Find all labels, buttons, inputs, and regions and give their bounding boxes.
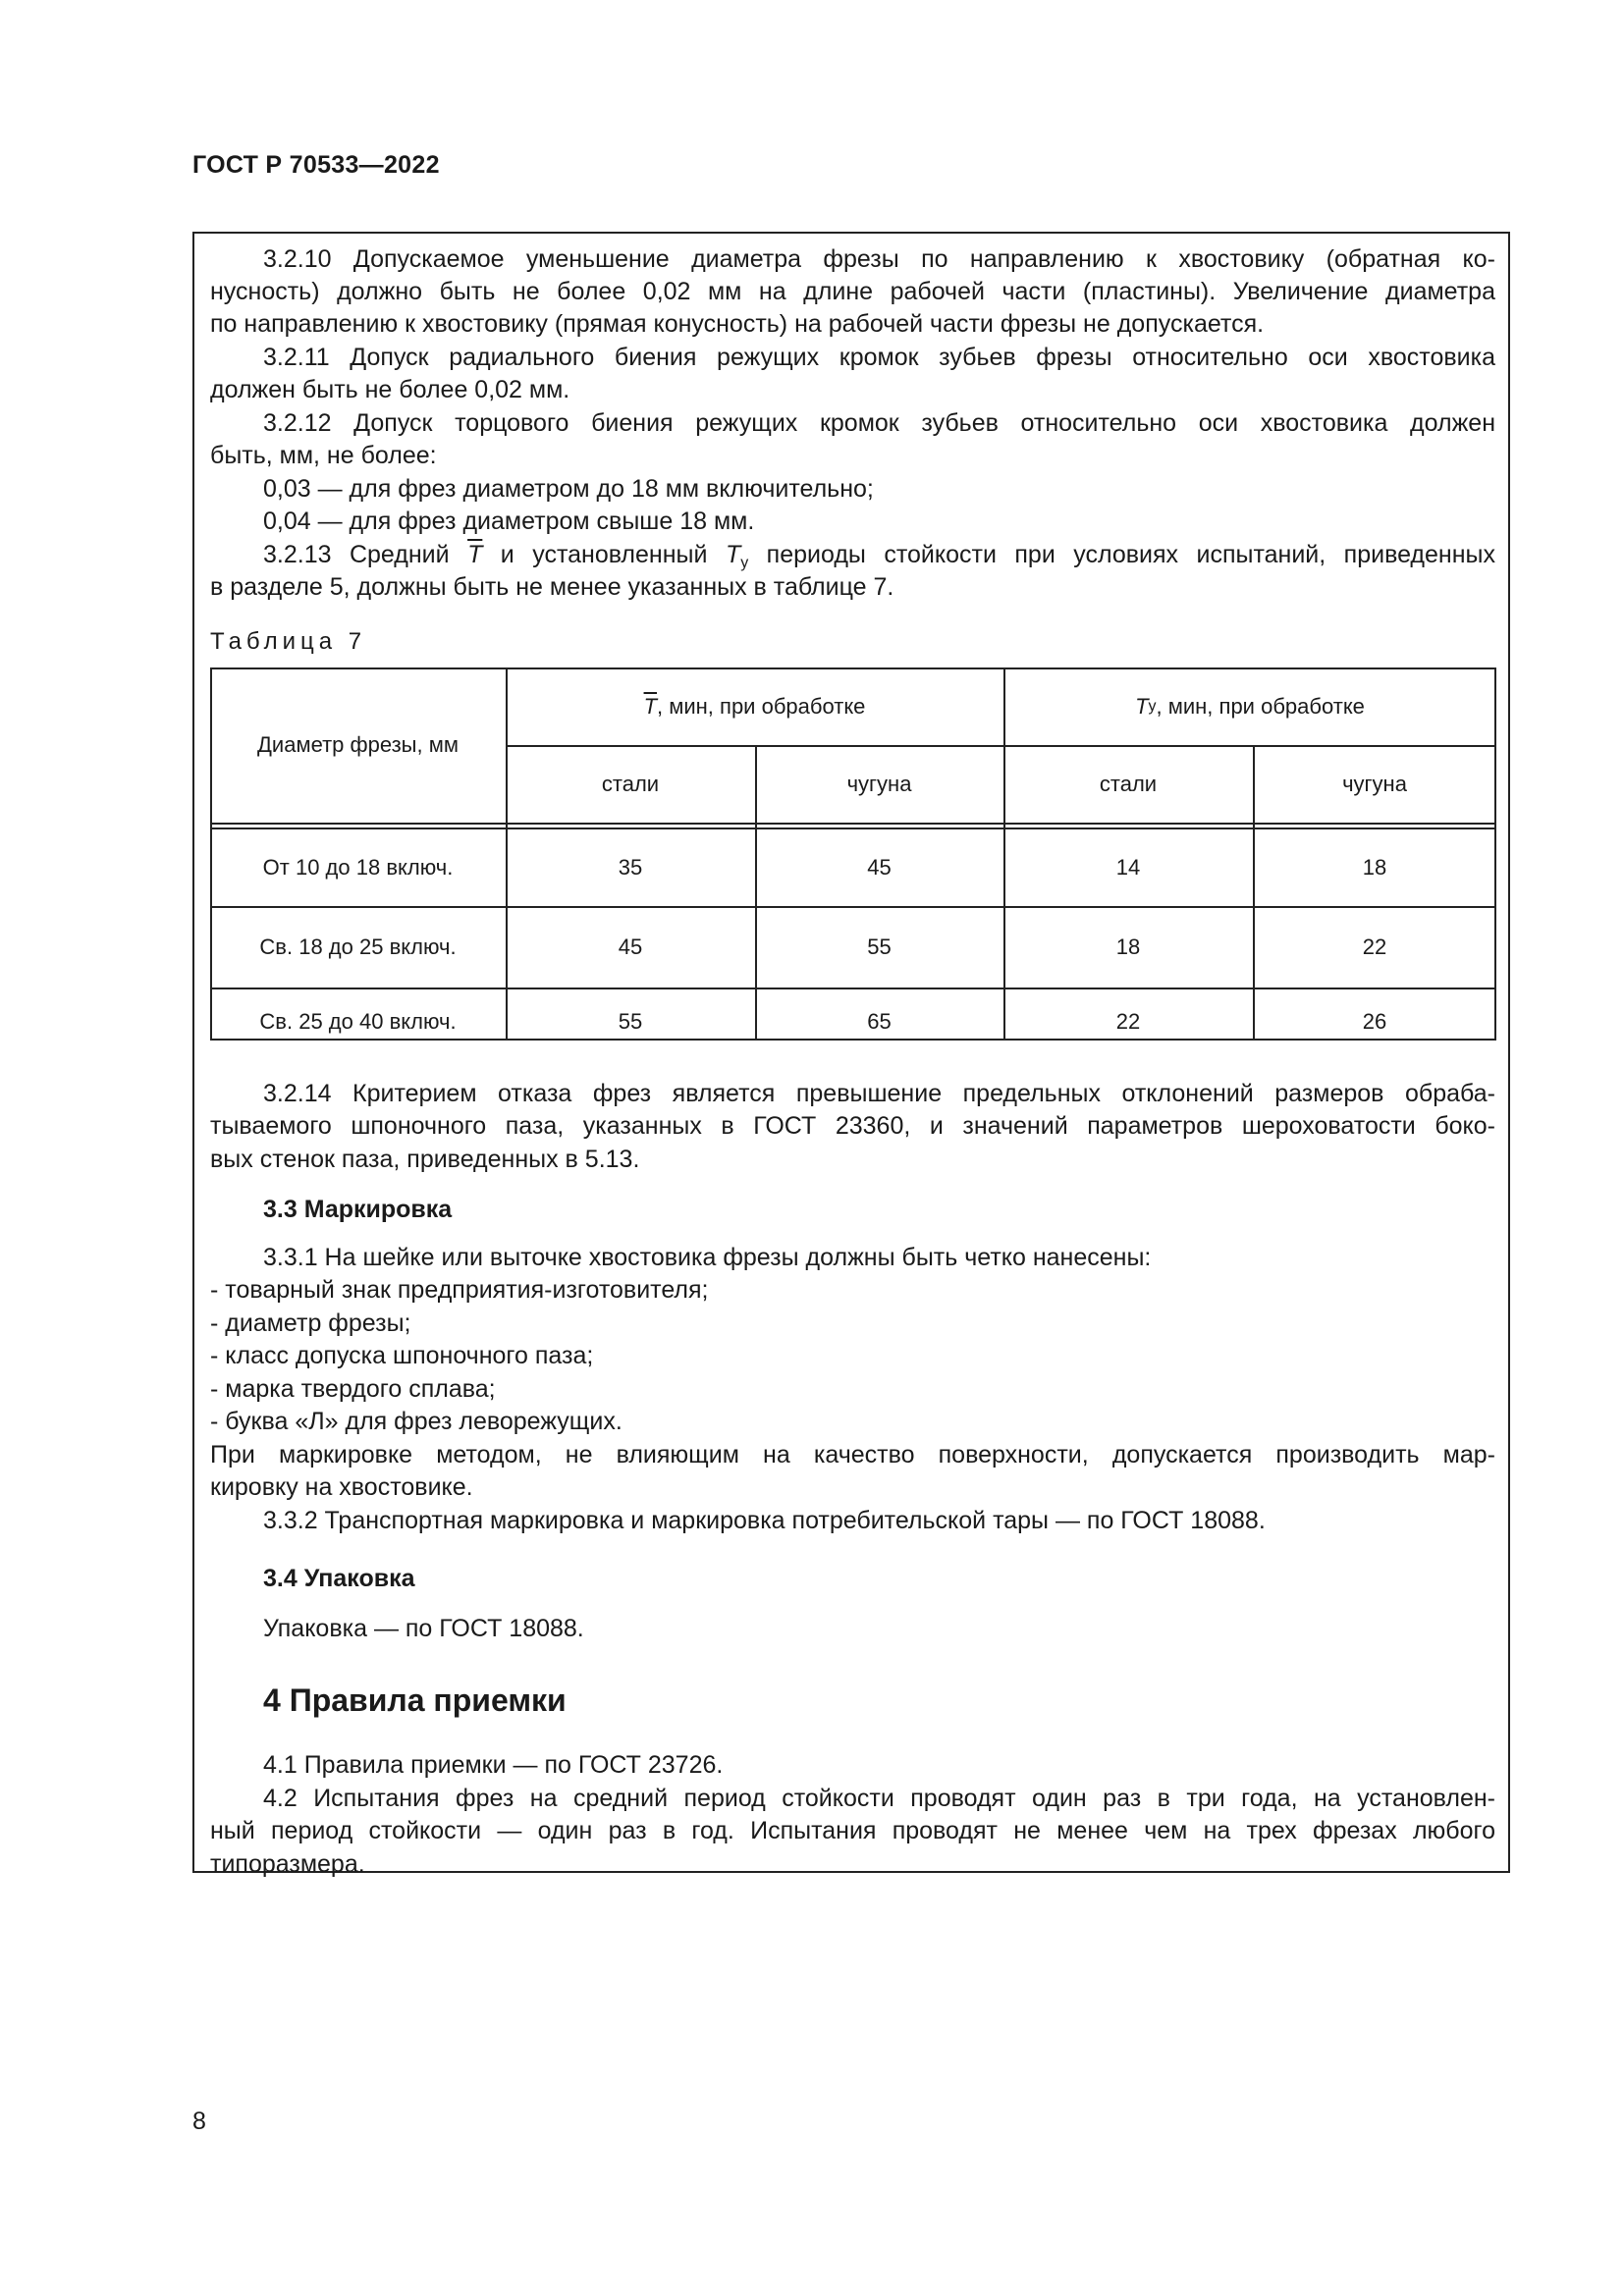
paragraph-3-2-12-line-2: быть, мм, не более:: [210, 442, 437, 469]
paragraph-marking-method-line-2: кировку на хвостовике.: [210, 1473, 473, 1501]
table-cell-value: 55: [618, 1009, 643, 1034]
paragraph-3-4: Упаковка — по ГОСТ 18088.: [263, 1615, 584, 1642]
header-t-set-subscript: у: [1148, 697, 1157, 715]
paragraph-4-2-line-3: типоразмера.: [210, 1850, 365, 1878]
list-item-dash: - буква «Л» для фрез леворежущих.: [210, 1408, 623, 1435]
paragraph-3-2-14-line-2: тываемого шпоночного паза, указанных в ГОСТ 23360, и значений параметров шероховатости боко-: [210, 1112, 1495, 1140]
paragraph-3-2-10-line-2: нусность) должно быть не более 0,02 мм на длине рабочей части (пластины). Увеличение диаметра: [210, 278, 1495, 305]
subheader-cast-iron-2: чугуна: [1342, 771, 1407, 796]
table-cell-value: 65: [867, 1009, 892, 1034]
table-cell-diameter: От 10 до 18 включ.: [262, 854, 454, 880]
table-cell-value: 18: [1115, 934, 1141, 959]
table-cell-value: 45: [867, 854, 892, 880]
paragraph-3-2-10-line-1: 3.2.10 Допускаемое уменьшение диаметра фрезы по направлению к хвостовику (обратная ко-: [263, 245, 1495, 273]
p3213-text-c: периоды стойкости при условиях испытаний, приведенных: [748, 541, 1495, 568]
header-group-t-set: [1003, 667, 1496, 745]
list-item-dash: - диаметр фрезы;: [210, 1309, 411, 1337]
list-item-dash: - товарный знак предприятия-изготовителя;: [210, 1276, 709, 1304]
table-cell-value: 35: [618, 854, 643, 880]
header-diameter: Диаметр фрезы, мм: [257, 732, 459, 757]
t-set-symbol: T: [725, 541, 741, 568]
paragraph-marking-method-line-1: При маркировке методом, не влияющим на качество поверхности, допускается производить мар-: [210, 1441, 1495, 1468]
table-caption: Таблица 7: [210, 628, 367, 655]
list-item-dash: - марка твердого сплава;: [210, 1375, 496, 1403]
paragraph-3-2-12-line-1: 3.2.12 Допуск торцового биения режущих кромок зубьев относительно оси хвостовика должен: [263, 409, 1495, 437]
paragraph-3-2-10-line-3: по направлению к хвостовику (прямая конусность) на рабочей части фрезы не допускается.: [210, 310, 1265, 338]
header-group-t-mean: [506, 667, 1003, 745]
paragraph-3-2-13-line-2: в разделе 5, должны быть не менее указанных в таблице 7.: [210, 573, 894, 601]
p3213-text-b: и установленный: [482, 541, 726, 568]
paragraph-3-2-14-line-3: вых стенок паза, приведенных в 5.13.: [210, 1146, 640, 1173]
page-number: 8: [192, 2108, 206, 2135]
table-cell-value: 26: [1362, 1009, 1387, 1034]
section-3-4-title: 3.4 Упаковка: [263, 1565, 415, 1592]
table-cell-value: 22: [1115, 1009, 1141, 1034]
t-set-subscript: у: [740, 555, 749, 571]
section-3-3-title: 3.3 Маркировка: [263, 1196, 453, 1223]
paragraph-4-2-line-2: ный период стойкости — один раз в год. Испытания проводят не менее чем на трех фрезах любого: [210, 1817, 1495, 1844]
header-group-1-text: , мин, при обработке: [657, 693, 866, 719]
paragraph-3-3-1: 3.3.1 На шейке или выточке хвостовика фрезы должны быть четко нанесены:: [263, 1244, 1152, 1271]
header-t-mean-symbol: $\overline{T}$: [643, 693, 658, 719]
section-4-title: 4 Правила приемки: [263, 1682, 567, 1718]
paragraph-3-2-11-line-2: должен быть не более 0,02 мм.: [210, 376, 570, 403]
paragraph-3-2-14-line-1: 3.2.14 Критерием отказа фрез является превышение предельных отклонений размеров обраба-: [263, 1080, 1495, 1107]
list-item-0-03: 0,03 — для фрез диаметром до 18 мм включительно;: [263, 475, 874, 503]
p3213-text-a: 3.2.13 Средний: [263, 541, 468, 568]
list-item-dash: - класс допуска шпоночного паза;: [210, 1342, 594, 1369]
subheader-cast-iron-1: чугуна: [846, 771, 912, 796]
header-group-2-text: , мин, при обработке: [1156, 693, 1365, 719]
t-mean-symbol: $\overline{T}$: [467, 541, 483, 568]
table-border-bottom: [210, 1039, 1496, 1041]
paragraph-4-1: 4.1 Правила приемки — по ГОСТ 23726.: [263, 1751, 724, 1779]
table-7: [210, 667, 1496, 1041]
paragraph-3-2-11-line-1: 3.2.11 Допуск радиального биения режущих кромок зубьев фрезы относительно оси хвостовика: [263, 344, 1495, 371]
header-t-set-symbol: T: [1135, 693, 1149, 719]
table-cell-value: 14: [1115, 854, 1141, 880]
paragraph-3-3-2: 3.3.2 Транспортная маркировка и маркировка потребительской тары — по ГОСТ 18088.: [263, 1507, 1266, 1534]
table-cell-diameter: Св. 25 до 40 включ.: [259, 1009, 457, 1034]
table-cell-diameter: Св. 18 до 25 включ.: [259, 934, 457, 959]
table-cell-value: 45: [618, 934, 643, 959]
list-item-0-04: 0,04 — для фрез диаметром свыше 18 мм.: [263, 507, 755, 535]
table-header-bottom-line-1: [210, 823, 1496, 825]
subheader-steel-2: стали: [1099, 771, 1158, 796]
table-cell-value: 22: [1362, 934, 1387, 959]
table-cell-value: 18: [1362, 854, 1387, 880]
document-header: ГОСТ Р 70533—2022: [192, 151, 440, 179]
table-cell-value: 55: [867, 934, 892, 959]
paragraph-4-2-line-1: 4.2 Испытания фрез на средний период стойкости проводят один раз в три года, на установлен-: [263, 1785, 1495, 1812]
subheader-steel-1: стали: [601, 771, 660, 796]
